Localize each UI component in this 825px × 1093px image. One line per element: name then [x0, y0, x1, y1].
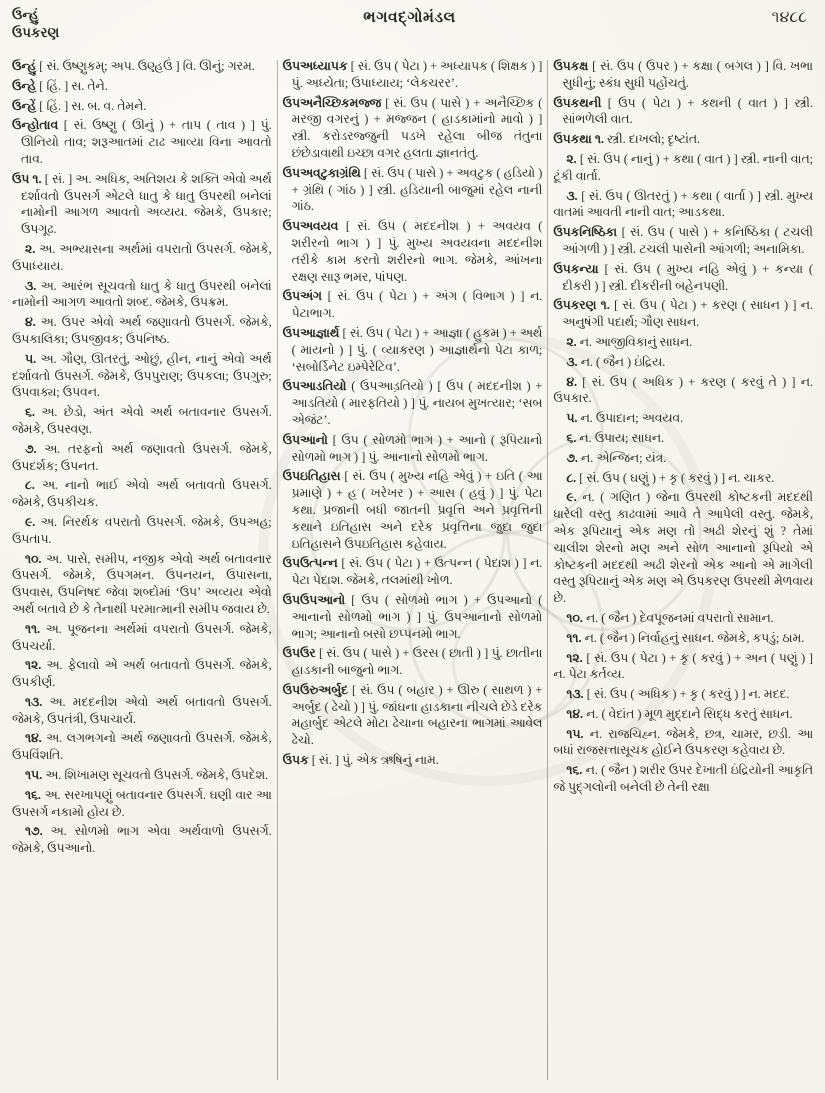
dictionary-entry	[12, 117, 272, 167]
dictionary-entry	[283, 432, 543, 466]
entry-definition: [ સં. ઉપ ( મદદનીશ ) + અવયવ ( શરીરનો ભાગ ) ] પું. મુખ્ય અવયવના મદદનીશ તરીકે કામ કરતો શરીરનો ભાગ. જેમકે, આંખના રક્ષણ સારૂ ભમર, પાંપણ.	[291, 219, 543, 284]
entry-sense	[12, 787, 272, 821]
column-divider	[547, 60, 548, 1080]
entry-definition: અ. ઉપર એવો અર્થ જણાવતો ઉપસર્ગ. જેમકે, ઉપકાલિકા; ઉપજીવક; ઉપનિષ્ઠ.	[12, 315, 272, 346]
entry-headword: ૫.	[566, 411, 578, 426]
entry-headword: ૧૧.	[25, 621, 41, 636]
page-header	[12, 6, 813, 58]
entry-sense	[553, 334, 813, 351]
entry-headword: ૧૬.	[25, 787, 41, 802]
entry-definition: [ ઉપ ( સોળમો ભાગ ) + આનો ( રૂપિયાનો સોળમો ભાગ ) ] પું. આનાનો સોળમો ભાગ.	[291, 432, 543, 464]
entry-definition: [ હિં. ] સ. તેને.	[39, 78, 108, 93]
entry-headword: ઉન્હોતાવ	[12, 118, 59, 133]
entry-sense	[12, 404, 272, 438]
dictionary-entry	[283, 95, 543, 162]
entry-headword: ઉપકથની	[553, 95, 602, 110]
entry-headword: ૧૦.	[25, 551, 42, 566]
entry-headword: ઉન્હે	[12, 78, 37, 93]
entry-definition: ન. એન્જિન; યંત્ર.	[581, 450, 667, 465]
entry-definition: [ ઉપ ( પેટા ) + કથની ( વાત ) ] સ્ત્રી. સાંભળેલી વાત.	[562, 95, 814, 127]
entry-headword: ૪.	[566, 374, 578, 389]
entry-definition: અ. આરંભ સૂચવતો ધાતુ કે ધાતુ ઉપરથી બનેલાં નામોની આગળ આવતો શબ્દ. જેમકે, ઉપક્રમ.	[12, 278, 272, 310]
entry-headword: ૬.	[566, 430, 577, 445]
entry-sense	[12, 823, 272, 857]
entry-definition: અ. લગભગનો અર્થ જણાવતો ઉપસર્ગ. જેમકે, ઉપવિંશતિ.	[12, 731, 272, 763]
entry-definition: [ સં. ઉપ ( અધિક ) + કૃ ( કરવું ) ] ન. મદદ.	[586, 687, 790, 702]
dictionary-entry	[553, 224, 813, 258]
dictionary-entry	[12, 171, 272, 238]
dictionary-entry	[12, 98, 272, 115]
entry-headword: ૧૬.	[566, 763, 583, 778]
dictionary-entry	[283, 218, 543, 285]
dictionary-entry	[283, 325, 543, 375]
entry-sense	[553, 151, 813, 185]
entry-headword: ઉપઆડતિયો	[282, 379, 347, 394]
entry-sense	[12, 621, 272, 655]
entry-definition: ન. આજીવિકાનું સાધન.	[579, 334, 693, 349]
entry-definition: ન. રાજચિહ્ન. જેમકે, છત્ર, ચામર, છડી. આ બધાં રાજસત્તાસૂચક હોઈને ઉપકરણ કહેવાય છે.	[553, 726, 814, 758]
entry-sense	[553, 450, 813, 467]
entry-definition: અ. નિરર્થક વપરાતો ઉપસર્ગ. જેમકે, ઉપઅહ; ઉપતાપ.	[12, 514, 272, 546]
entry-sense	[12, 477, 272, 511]
entry-headword: ૨.	[566, 151, 577, 166]
entry-headword: ઉપકક્ષ	[553, 59, 589, 73]
entry-sense	[553, 762, 813, 796]
dictionary-entry	[283, 592, 543, 642]
entry-headword: ૨.	[25, 241, 36, 256]
entry-definition: ન. ( જૈન ) દેવપૂજનમાં વપરાતો સામાન.	[585, 610, 774, 625]
entry-definition: અ. અભ્યાસના અર્થમાં વપરાતો ઉપસર્ગ. જેમકે, ઉપાધ્યાય.	[12, 241, 272, 273]
entry-definition: ન. ઉપાય; સાધન.	[579, 430, 665, 445]
entry-definition: [ સં. ઉપ ( ઘણું ) + કૃ ( કરવું ) ] ન. ચાકર.	[579, 470, 775, 485]
entry-definition: [ સં. ઉપ ( પેટા ) + અધ્યાપક ( શિક્ષક ) ] પું. અધ્યેતા; ઉપાધ્યાય; ‘લેકચરર’.	[291, 59, 543, 90]
dictionary-entry	[12, 78, 272, 95]
entry-headword: ઉન્હું	[12, 59, 37, 73]
entry-sense	[12, 657, 272, 691]
entry-sense	[12, 241, 272, 275]
entry-headword: ઉપકરણ ૧.	[553, 298, 610, 313]
entry-definition: [ સં. ઉપ ( પેટા ) + કૃ ( કરવું ) + અન ( પણું ) ] ન. પેટા કર્તવ્ય.	[553, 650, 814, 682]
entry-headword: ઉપઉત્પન્ન	[282, 556, 338, 571]
page-number: ૧૪૮૮	[771, 9, 807, 26]
entry-definition: ન. ( ગણિત ) જેના ઉપરથી કોષ્ટકની મદદથી ધારેલી વસ્તુ કાઢવામાં આવે તે આપેલી વસ્તુ. જેમકે, એક રૂપિયાનું એક મણ તો અઢી શેરનું શું ? તેમાં ચાલીશ શેરનો મણ અને સોળ આનાનો રૂપિયો એ કોષ્ટકની મદદથી અઢી શેરનો એક આનો એ માગેલી વસ્તુ રૂપિયાનું એક મણ એ ઉપકરણ ઉપરથી મેળવાય છે.	[553, 490, 814, 606]
entry-sense	[553, 610, 813, 627]
entry-sense	[553, 706, 813, 723]
entry-headword: ૭.	[566, 450, 578, 465]
entry-sense	[12, 514, 272, 548]
entry-sense	[553, 686, 813, 703]
entry-headword: ઉપઅધ્યાપક	[282, 59, 348, 73]
entry-headword: ૮.	[566, 470, 577, 485]
entry-headword: ૧૫.	[25, 768, 43, 783]
entry-headword: ઉપ ૧.	[12, 171, 42, 186]
entry-sense	[553, 470, 813, 487]
dictionary-entry	[283, 645, 543, 679]
entry-sense	[553, 650, 813, 684]
entry-definition: અ. પાસે, સમીપ, નજીક એવો અર્થ બતાવનાર ઉપસર્ગ. જેમકે, ઉપગમન. ઉપનયન, ઉપાસના, ઉપવાસ, ઉપનિષદ જેવા શબ્દોમાં ‘ઉપ’ અવ્યય એવો અર્થ બતાવે છે કે તેનાથી પરમાત્માની સમીપ જવાય છે.	[12, 551, 272, 616]
entry-sense	[553, 726, 813, 760]
entry-definition: [ સં. ઉપ ( પાસે ) + ઉરસ ( છાતી ) ] પું. છાતીના હાડકાની બાજુનો ભાગ.	[291, 646, 543, 678]
text-columns	[12, 58, 813, 1080]
entry-definition: [ ઉપ ( સોળમો ભાગ ) + ઉપઆનો ( આનાનો સોળમો ભાગ ) ] પું. ઉપઆનાનો સોળમો ભાગ; આનાનો બસો છપ્પનમો ભાગ.	[291, 592, 543, 641]
entry-sense	[553, 489, 813, 607]
dictionary-entry	[553, 58, 813, 92]
entry-definition: અ. મદદનીશ એવો અર્થ બતાવતો ઉપસર્ગ. જેમકે, ઉપતંત્રી, ઉપાચાર્ય.	[12, 694, 272, 726]
entry-definition: [ સં. ઉષ્ણુકમ્; અપ. ઉણ્હઉં ] વિ. ઊનું; ગરમ.	[39, 59, 255, 73]
entry-definition: [ સં. ઉપ ( ઊતરતું ) + કથા ( વાર્તા ) ] સ્ત્રી. મુખ્ય વાતમાં આવતી નાની વાત; આડકથા.	[553, 188, 814, 220]
entry-headword: ૫.	[25, 351, 37, 366]
dictionary-entry	[283, 378, 543, 428]
entry-definition: [ સં. ઉપ ( પેટા ) + ઉત્પન્ન ( પેદાશ ) ] ન. પેટા પેદાશ. જેમકે, તલમાંથી ખોળ.	[291, 556, 543, 588]
entry-headword: ૧૩.	[566, 687, 584, 702]
entry-definition: ન. ( જૈન ) શરીર ઉપર દેખાતી ઇંદ્રિયોની આકૃતિ જે પુદ્ગલોની બનેલી છે તેની રક્ષા	[553, 763, 814, 795]
entry-definition: [ સં. ઉપ ( મુખ્ય નહિ એવું ) + કન્યા ( દીકરી ) ] સ્ત્રી. દીકરીની બહેનપણી.	[562, 261, 814, 293]
entry-sense	[12, 730, 272, 764]
dictionary-entry	[553, 95, 813, 129]
entry-definition: [ સં. ઉષ્ણુ ( ઊનું ) + તાપ ( તાવ ) ] પું. ઊનિયો તાવ; શરૂઆતમાં ટાઢ આવ્યા વિના આવતો તાવ.	[21, 118, 272, 166]
dictionary-entry	[553, 297, 813, 331]
entry-definition: [ સં. ઉપ ( ઉપર ) + કક્ષા ( બગલ ) ] વિ. ખભા સુધીનું; સ્કંધ સુધી પહોંચતું.	[562, 59, 814, 90]
entry-sense	[553, 410, 813, 427]
dictionary-entry	[553, 261, 813, 295]
entry-headword: ૩.	[566, 188, 578, 203]
dictionary-entry	[283, 165, 543, 215]
entry-definition: [ સં. ઉપ ( નાનું ) + કથા ( વાત ) ] સ્ત્રી. નાની વાત; ટૂંકી વાર્તા.	[553, 151, 814, 183]
entry-headword: ઉપકનિષ્ઠિકા	[553, 225, 618, 240]
dictionary-entry	[283, 752, 543, 769]
entry-headword: ઉપઉરુઅર્બુદ	[282, 682, 348, 697]
entry-headword: ઉપક	[282, 753, 309, 768]
entry-sense	[553, 188, 813, 222]
entry-headword: ૧૪.	[566, 706, 584, 721]
entry-definition: અ. નાનો ભાઈ એવો અર્થ બતાવતો ઉપસર્ગ. જેમકે, ઉપકીચક.	[12, 478, 272, 510]
entry-headword: ઉપઆજ્ઞાર્થ	[282, 325, 340, 340]
entry-definition: ન. ઉપાદાન; અવયવ.	[580, 411, 684, 426]
entry-definition: [ સં. ઉપ ( મુખ્ય નહિ એવું ) + ઇતિ ( આ પ્રમાણે ) + હ ( ખરેખર ) + આસ ( હવું ) ] પું. પેટા કથા. પ્રજાની બધી જાતની પ્રવૃત્તિ અને પ્રવૃત્તિની કથાને ઇતિહાસ અને દરેક પ્રવૃત્તિના જુદા જુદા ઇતિહાસને ઉપઇતિહાસ કહેવાય.	[291, 469, 543, 551]
entry-definition: [ સં. ઉપ ( પેટા ) + કરણ ( સાધન ) ] ન. અનુષંગી પદાર્થ; ગૌણ સાધન.	[562, 298, 814, 330]
entry-headword: ઉપઅંગ	[282, 289, 322, 304]
dictionary-entry	[12, 58, 272, 75]
entry-definition: [ સં. ] પું. એક ઋષિનું નામ.	[311, 753, 439, 768]
entry-headword: ૮.	[25, 478, 35, 493]
column-divider	[277, 60, 278, 1080]
entry-definition: અ. શિખામણ સૂચવતો ઉપસર્ગ. જેમકે, ઉપદેશ.	[45, 768, 269, 783]
entry-definition: અ. ફેલાવો એ અર્થ બતાવતો ઉપસર્ગ. જેમકે, ઉપકીર્ણ.	[12, 658, 272, 690]
entry-definition: ન. ( વેદાંત ) મૂળ મુદ્દાને સિદ્ધ કરતું સાધન.	[586, 706, 793, 721]
running-head	[12, 6, 212, 42]
entry-headword: ૨.	[566, 334, 577, 349]
entry-headword: ઉપઆનો	[282, 432, 328, 447]
entry-headword: ૯.	[25, 514, 36, 529]
entry-definition: [ સં. ઉપ ( પાસે ) + અનૈચ્છિક ( મરજી વગરનું ) + મજ્જન ( હાડકામાંનો માવો ) ] સ્ત્રી. કરોડરજ્જુની પડખે રહેલા બીજ તંતુના છંછેડાવાથી ઇચ્છા વગર હલતા જ્ઞાનતંતુ.	[291, 95, 543, 160]
entry-headword: ૬.	[25, 405, 35, 420]
running-head-last-word: ઉપકરણ	[12, 25, 60, 40]
entry-definition: અ. તરફનો અર્થ જણાવતો ઉપસર્ગ. જેમકે, ઉપદર્શક; ઉપનત.	[12, 441, 272, 473]
entry-sense	[553, 354, 813, 371]
entry-headword: ઉપકથા ૧.	[553, 132, 604, 147]
entry-headword: ઉપઇતિહાસ	[282, 469, 341, 484]
entry-headword: ઉપઅવટુકાગ્રંથિ	[282, 165, 361, 180]
entry-definition: અ. પૂજનના અર્થમાં વપરાતો ઉપસર્ગ. જેમકે, ઉપચર્યા.	[12, 621, 272, 653]
entry-definition: અ. સરખાપણું બતાવનાર ઉપસર્ગ. ઘણી વાર આ ઉપસર્ગ નકામો હોય છે.	[12, 787, 272, 819]
book-title: ભગવદ્ગોમંડલ	[363, 9, 456, 26]
entry-headword: ૯.	[566, 490, 577, 505]
entry-definition: ( ઉપઆડ઼તિયો ) [ ઉપ ( મદદનીશ ) + આડતિયો ( મારફતિયો ) ] પું. નાયબ મુખત્યાર; ‘સબ એજંટ’.	[291, 379, 543, 427]
entry-sense	[12, 278, 272, 312]
entry-definition: સ્ત્રી. દાખલો; દૃષ્ટાંત.	[607, 132, 701, 147]
entry-sense	[553, 430, 813, 447]
dictionary-entry	[283, 468, 543, 552]
entry-headword: ૧૨.	[25, 658, 42, 673]
entry-headword: ઉન્હેં	[12, 98, 37, 113]
entry-definition: ન. ( જૈન ) નિર્વાહનું સાધન. જેમકે, કપડું; ઠામ.	[584, 630, 805, 645]
entry-headword: ૧૭.	[25, 824, 43, 839]
entry-headword: ૧૪.	[25, 731, 42, 746]
entry-sense	[12, 314, 272, 348]
entry-sense	[553, 630, 813, 647]
entry-definition: [ સં. ઉપ ( પાસે ) + કનિષ્ઠિકા ( ટચલી આંગળી ) ] સ્ત્રી. ટચલી પાસેની આંગળી; અનામિકા.	[562, 225, 814, 256]
dictionary-entry	[283, 682, 543, 749]
entry-headword: ઉપઉપઆનો	[282, 592, 346, 607]
entry-definition: ન. ( જૈન ) ઇંદ્રિય.	[580, 354, 666, 369]
entry-headword: ૪.	[25, 315, 36, 330]
entry-definition: [ સં. ] અ. અધિક, અતિશય કે શક્તિ એવો અર્થ દર્શાવતો ઉપસર્ગ એટલે ધાતુ કે ધાતુ ઉપરથી બનેલાં નામોની આગળ આવતો અવ્યય. જેમકે, ઉપકાર; ઉપગૂઢ.	[21, 171, 272, 237]
dictionary-entry	[283, 288, 543, 322]
entry-sense	[12, 441, 272, 475]
entry-headword: ૧૫.	[566, 726, 584, 741]
entry-headword: ૧૨.	[566, 650, 583, 665]
column-3	[553, 58, 813, 1080]
entry-sense	[12, 551, 272, 618]
entry-definition: [ હિં. ] સ. બ. વ. તેમને.	[39, 98, 147, 113]
entry-headword: ઉપકન્યા	[553, 261, 599, 276]
entry-definition: અ. છેડો, અંત એવો અર્થ બતાવનાર ઉપસર્ગ. જેમકે, ઉપસ્વણ.	[12, 405, 272, 436]
entry-headword: ૧૦.	[566, 610, 583, 625]
entry-definition: [ સં. ઉપ ( પેટા ) + અંગ ( વિભાગ ) ] ન. પેટાભાગ.	[291, 289, 543, 321]
entry-definition: અ. સોળમો ભાગ એવા અર્થવાળો ઉપસર્ગ. જેમકે, ઉપઆનો.	[12, 824, 272, 856]
dictionary-entry	[553, 131, 813, 148]
entry-sense	[12, 694, 272, 728]
column-1	[12, 58, 272, 1080]
entry-sense	[553, 374, 813, 408]
entry-headword: ૩.	[566, 354, 578, 369]
entry-sense	[12, 351, 272, 401]
dictionary-entry	[283, 555, 543, 589]
entry-definition: [ સં. ઉપ ( પેટા ) + આજ્ઞા ( હુકમ ) + અર્થ ( માયનો ) ] પું. ( વ્યાકરણ ) આજ્ઞાર્થનો પેટા કાળ; ‘સબોર્ડિનેટ ઇમ્પેરેટિવ’.	[291, 325, 543, 374]
entry-definition: [ સં. ઉપ ( બહાર ) + ઊરુ ( સાથળ ) + અર્બુદ ( ઢેચો ) ] પું. જાંઘના હાડકાના નીચલે છેડે દરેક મહાર્બુદ એટલે મોટા ઢેચાના બહારના ભાગમાં આવેલ ઢેચો.	[291, 682, 543, 748]
entry-sense	[12, 767, 272, 784]
entry-definition: [ સં. ઉપ ( અધિક ) + કરણ ( કરવું તે ) ] ન. ઉપકાર.	[553, 374, 814, 406]
entry-headword: ૧૧.	[566, 630, 582, 645]
entry-headword: ૭.	[25, 441, 37, 456]
column-2	[283, 58, 543, 1080]
entry-definition: [ સં. ઉપ ( પાસે ) + અવટુક ( હડિયો ) + ગ્રંથિ ( ગાંઠ ) ] સ્ત્રી. હડિયાની બાજુમાં રહેલ નાની ગાંઠ.	[291, 165, 543, 214]
entry-headword: ૧૩.	[25, 694, 43, 709]
entry-headword: ઉપઉર	[282, 646, 316, 661]
entry-headword: ઉપઅવયવ	[282, 219, 339, 234]
running-head-first-word: ઉન્હું	[12, 7, 39, 22]
dictionary-entry	[283, 58, 543, 92]
entry-headword: ૩.	[25, 278, 37, 293]
entry-definition: અ. ગૌણ, ઊતરતું, ઓછું, હીન, નાનું એવો અર્થ દર્શાવતો ઉપસર્ગ. જેમકે, ઉપપુરાણ; ઉપકલા; ઉપગુરુ; ઉપવાક્ય; ઉપવન.	[12, 351, 272, 400]
entry-headword: ઉપઅનૈચ્છિકમજ્જ	[282, 95, 382, 110]
